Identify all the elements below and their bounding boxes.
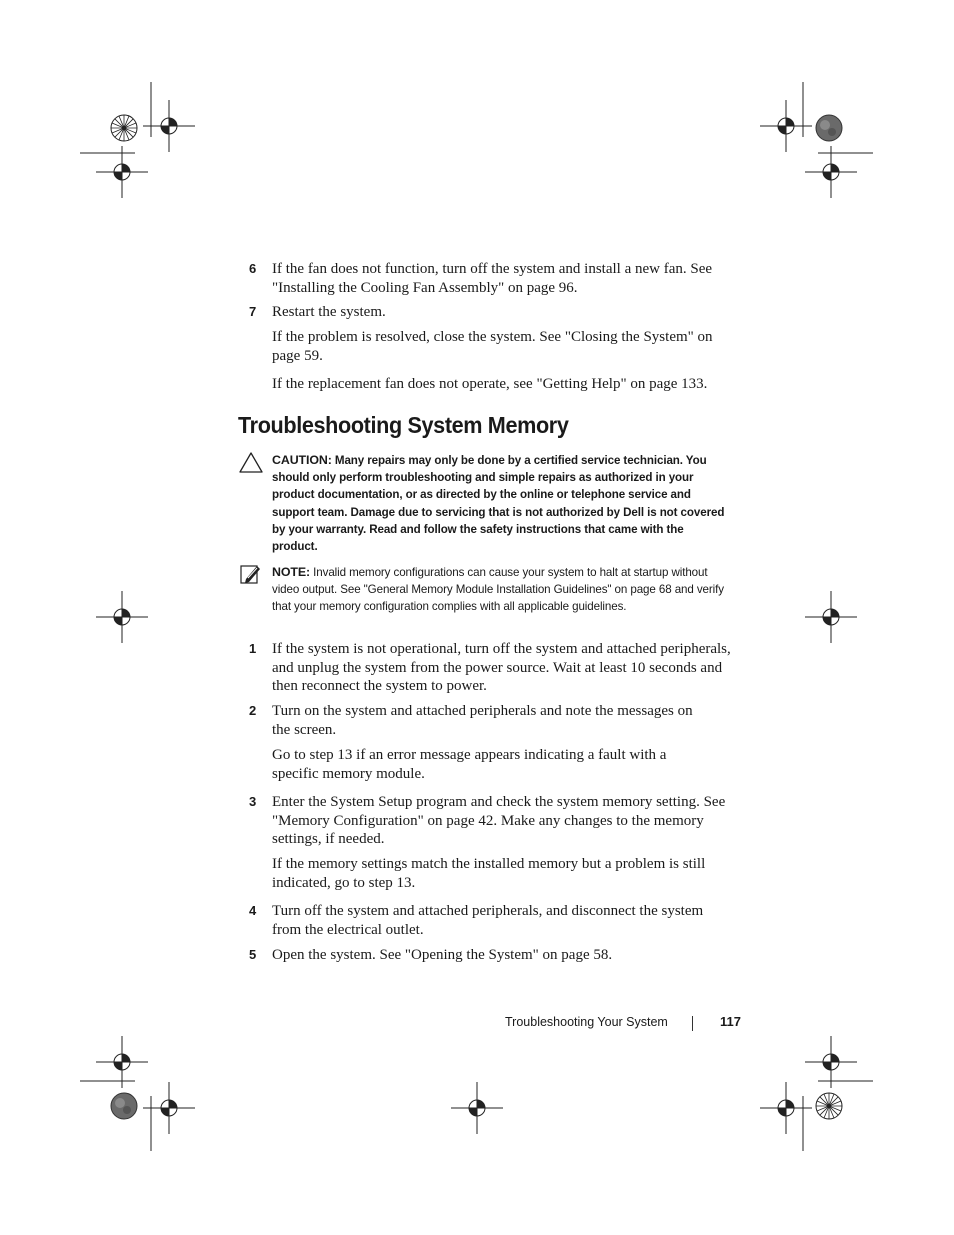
step-text: Enter the System Setup program and check the system memory setting. See "Memory Configuration" on page 42. Make any changes to the memory settings, if needed. bbox=[272, 794, 726, 847]
note-text: Invalid memory configurations can cause your system to halt at startup without video output. See "General Memory Module Installation Guidelines" on page 68 and verify that your memory configuration complies with all applicable guidelines. bbox=[272, 566, 724, 614]
note-label: NOTE: bbox=[272, 565, 311, 579]
caution-label: CAUTION: bbox=[272, 453, 332, 467]
footer-section-title: Troubleshooting Your System bbox=[505, 1015, 668, 1029]
registration-mark-icon bbox=[111, 115, 137, 141]
step-text: Turn off the system and attached peripherals, and disconnect the system from the electrical outlet. bbox=[272, 903, 704, 938]
crop-mark-icon bbox=[96, 146, 148, 198]
crop-mark-icon bbox=[760, 100, 812, 152]
crop-mark-icon bbox=[451, 1082, 503, 1134]
registration-mark-icon bbox=[111, 1093, 137, 1119]
crop-mark-icon bbox=[805, 591, 857, 643]
step-number: 2 bbox=[249, 703, 257, 718]
registration-mark-icon bbox=[816, 115, 842, 141]
step-text: Restart the system. bbox=[272, 304, 386, 320]
footer-divider bbox=[692, 1016, 693, 1031]
step-number: 1 bbox=[249, 641, 257, 656]
crop-mark-icon bbox=[805, 1036, 857, 1088]
crop-mark-icon bbox=[805, 146, 857, 198]
step-text: Open the system. See "Opening the System" on page 58. bbox=[272, 947, 613, 963]
step-text: If the fan does not function, turn off the system and install a new fan. See "Installing the Cooling Fan Assembly" on page 96. bbox=[272, 261, 713, 296]
page-number: 117 bbox=[720, 1014, 741, 1029]
note-notice bbox=[272, 564, 727, 616]
note-pencil-icon bbox=[240, 563, 262, 585]
step-number: 5 bbox=[249, 947, 257, 962]
crop-mark-icon bbox=[96, 1036, 148, 1088]
crop-mark-icon bbox=[760, 1082, 812, 1134]
step-number: 4 bbox=[249, 903, 257, 918]
step-text: Turn on the system and attached peripherals and note the messages on the screen. bbox=[272, 703, 693, 738]
caution-notice bbox=[272, 452, 727, 555]
step-text: If the system is not operational, turn off the system and attached peripherals, and unplug the system from the power source. Wait at least 10 seconds and then reconnect the system to power. bbox=[272, 641, 731, 694]
step-number: 7 bbox=[249, 304, 257, 319]
step-paragraph: Go to step 13 if an error message appears indicating a fault with a specific memory module. bbox=[272, 747, 667, 782]
step-number: 6 bbox=[249, 261, 257, 276]
step-number: 3 bbox=[249, 794, 257, 809]
caution-triangle-icon bbox=[239, 452, 263, 473]
section-title: Troubleshooting System Memory bbox=[238, 412, 569, 438]
step-paragraph: If the memory settings match the installed memory but a problem is still indicated, go to step 13. bbox=[272, 856, 706, 891]
registration-mark-icon bbox=[816, 1093, 842, 1119]
crop-mark-icon bbox=[96, 591, 148, 643]
caution-text: Many repairs may only be done by a certified service technician. You should only perform troubleshooting and simple repairs as authorized in your product documentation, or as directed by the online or telephone service and support team. Damage due to servicing that is not authorized by Dell is not covered by your warranty. Read and follow the safety instructions that came with the product. bbox=[272, 454, 725, 554]
step-7-paragraph: If the replacement fan does not operate, see "Getting Help" on page 133. bbox=[272, 376, 708, 392]
step-7-paragraph: If the problem is resolved, close the system. See "Closing the System" on page 59. bbox=[272, 329, 713, 364]
